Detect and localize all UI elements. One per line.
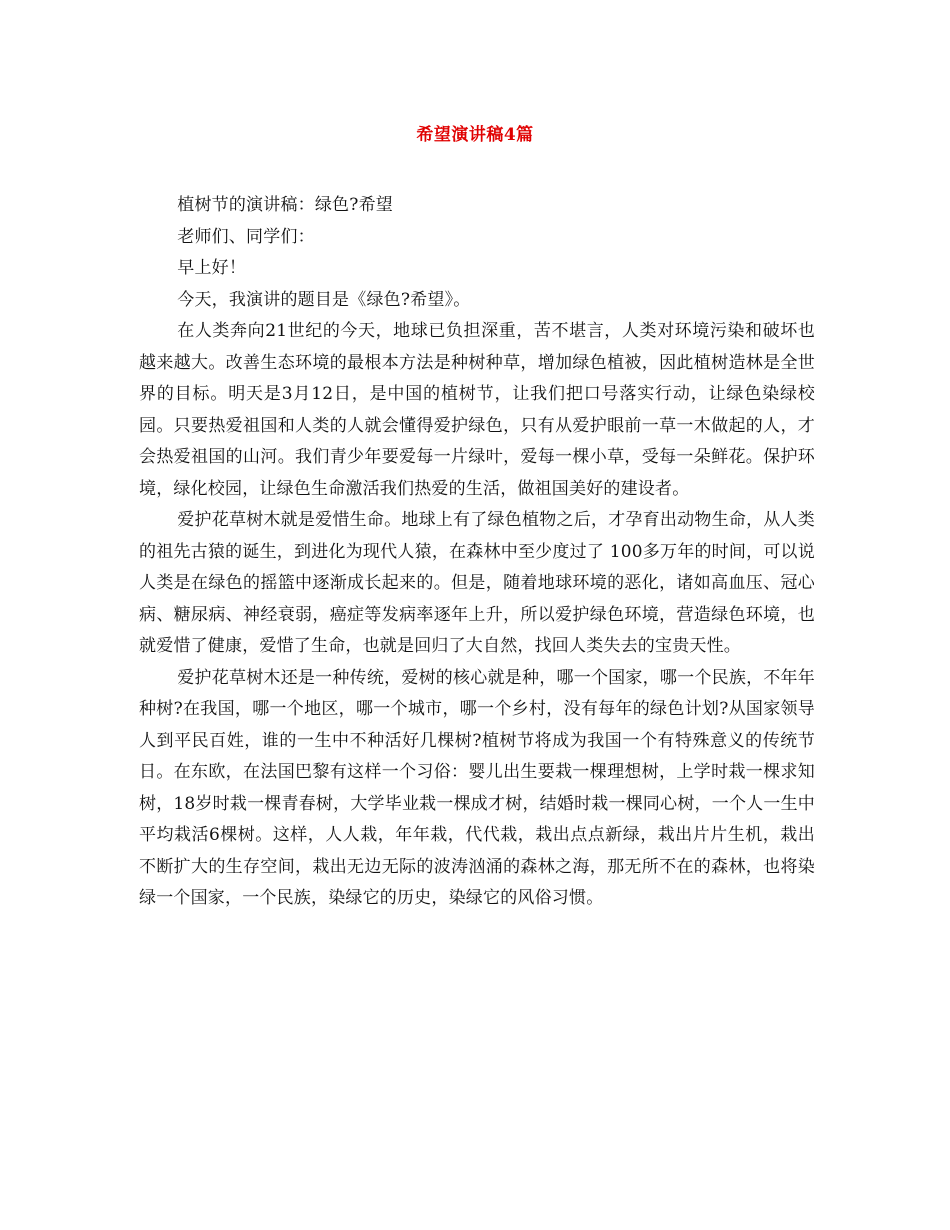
paragraph-topic: 今天，我演讲的题目是《绿色?希望》。 — [177, 289, 471, 310]
paragraph-salutation: 老师们、同学们： — [177, 226, 315, 247]
paragraph-body-1: 在人类奔向21世纪的今天，地球已负担深重，苦不堪言，人类对环境污染和破坏也越来越大。改善生态环境的最根本方法是种树种草，增加绿色植被，因此植树造林是全世界的目标。明天是3月12日，是中国的植树节，让我们把口号落实行动，让绿色染绿校园。只要热爱祖国和人类的人就会懂得爱护绿色，只有从爱护眼前一草一木做起的人，才会热爱祖国的山河。我们青少年要爱每一片绿叶，爱每一棵小草，受每一朵鲜花。保护环境，绿化校园，让绿色生命激活我们热爱的生活，做祖国美好的建设者。 — [139, 321, 815, 499]
paragraph-body-2: 爱护花草树木就是爱惜生命。地球上有了绿色植物之后，才孕育出动物生命，从人类的祖先古猿的诞生，到进化为现代人猿，在森林中至少度过了 100多万年的时间，可以说人类是在绿色的摇篮中逐渐成长起来的。但是，随着地球环境的恶化，诸如高血压、冠心病、糖尿病、神经衰弱，癌症等发病率逐年上升，所以爱护绿色环境，营造绿色环境，也就爱惜了健康，爱惜了生命，也就是回归了大自然，找回人类失去的宝贵天性。 — [139, 510, 815, 656]
paragraph-greeting: 早上好！ — [177, 258, 247, 278]
paragraph-body-3: 爱护花草树木还是一种传统，爱树的核心就是种，哪一个国家，哪一个民族，不年年种树?在我国，哪一个地区，哪一个城市，哪一个乡村，没有每年的绿色计划?从国家领导人到平民百姓，谁的一生中不种活好几棵树?植树节将成为我国一个有特殊意义的传统节日。在东欧，在法国巴黎有这样一个习俗：婴儿出生要栽一棵理想树，上学时栽一棵求知树，18岁时栽一棵青春树，大学毕业栽一棵成才树，结婚时栽一棵同心树，一个人一生中平均栽活6棵树。这样，人人栽，年年栽，代代栽，栽出点点新绿，栽出片片生机，栽出不断扩大的生存空间，栽出无边无际的波涛汹涌的森林之海，那无所不在的森林，也将染绿一个国家，一个民族，染绿它的历史，染绿它的风俗习惯。 — [139, 667, 815, 908]
document-body — [139, 190, 815, 915]
document-title: 希望演讲稿4篇 — [416, 125, 534, 145]
paragraph-subtitle: 植树节的演讲稿：绿色?希望 — [177, 195, 393, 215]
